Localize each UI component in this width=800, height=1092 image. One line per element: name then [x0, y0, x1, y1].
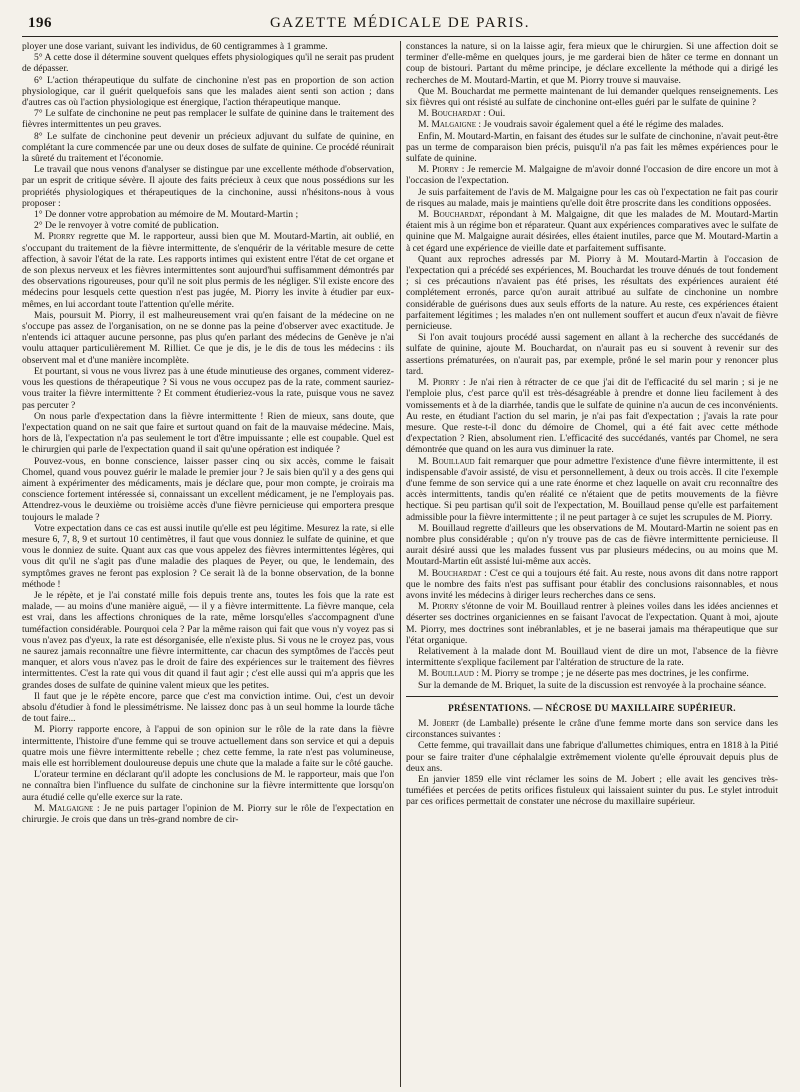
paragraph-text: Cette femme, qui travaillait dans une fabrique d'allumettes chimiques, entra en 1818 à la Pitié pour se faire traiter d'une céphalalgie extrêmement violente qu'elle éprouvait depuis plus de deux ans.	[406, 740, 778, 774]
paragraph-text: Je le répète, et je l'ai constaté mille fois depuis trente ans, toutes les fois que la rate est malade, — au moins d'une manière aiguë, — il y a fièvre intermittente. La fièvre manque, cela est vrai, dans les affections chroniques de la rate, même lorsqu'elles s'accompagnent d'une tuméfaction considérable. Pourquoi cela ? Par la même raison qui fait que vous n'y voyez pas si vous n'avez pas d'yeux, la rate est désorganisée, elle n'existe plus. Si vous ne le croyez pas, vous ne saurez jamais reconnaître une fièvre intermittente, car chacun des symptômes de l'accès peut manquer, et alors vous n'avez pas le droit de faire des expériences sur le traitement des fièvres intermittentes. C'est la rate qui vous dit quand il faut agir ; c'est elle aussi qui m'a appris que les grandes doses de sulfate de quinine valent mieux que les petites.	[22, 589, 394, 691]
paragraph	[22, 310, 394, 366]
page-number: 196	[28, 15, 52, 31]
paragraph	[22, 769, 394, 803]
paragraph	[406, 601, 778, 646]
paragraph	[406, 131, 778, 165]
paragraph-text: Pouvez-vous, en bonne conscience, laisser passer cinq ou six accès, comme le faisait Chomel, quand vous pouvez guérir le malade le premier jour ? Je sais bien qu'il y a des gens qui aiment à expérimenter des médicaments, mais je déclare que, pour mon compte, je croirais ma conscience fortement intéressée si, connaissant un excellent médicament, je ne l'employais pas. Attendrez-vous le deuxième ou troisième accès d'une fièvre pernicieuse qui emportera presque toujours le malade ?	[22, 455, 394, 523]
paragraph	[406, 523, 778, 568]
speaker-name: M. Malgaigne	[418, 119, 477, 131]
paragraph	[406, 740, 778, 774]
paragraph-text: Que M. Bouchardat me permette maintenant de lui demander quelques renseignements. Les six fièvres qui ont résisté au sulfate de cinchonine ont-elles guéri par le sulfate de quinine ?	[406, 85, 778, 109]
right-column	[406, 41, 778, 1087]
paragraph-text: , répondant à M. Malgaigne, dit que les malades de M. Moutard-Martin étaient mis à un régime bon et réparateur. Quant aux expériences comparatives avec le sulfate de quinine que M. Malgaigne aurait désirées, elles étaient inutiles, parce que M. Moutard-Martin a à cet égard une expérience de vieille date et parfaitement suffisante.	[406, 209, 778, 254]
speaker-name: M. Piorry	[418, 601, 459, 613]
paragraph	[22, 456, 394, 523]
paragraph	[406, 668, 778, 679]
paragraph-text: M. Piorry rapporte encore, à l'appui de son opinion sur le rôle de la rate dans la fièvre intermittente, l'histoire d'une femme qui se trouve actuellement dans son service et qui a depuis quatre mois une fièvre intermittente rebelle ; chez cette femme, la rate n'est pas volumineuse, mais elle est horriblement douloureuse depuis une chute que la malade a faite sur le côté gauche.	[22, 724, 394, 769]
paragraph-text: En janvier 1859 elle vint réclamer les soins de M. Jobert ; elle avait les gencives très-tuméfiées et percées de petits orifices fistuleux qui laissaient suinter du pus. Le stylet introduit par ces orifices permettait de constater une nécrose du maxillaire supérieur.	[406, 774, 778, 808]
paragraph-text: : Je ne puis partager l'opinion de M. Piorry sur le rôle de l'expectation en chirurgie. Je crois que dans un très-grand nombre de cir-	[22, 802, 394, 826]
paragraph-text: : Je voudrais savoir également quel a été le régime des malades.	[476, 119, 724, 131]
paragraph	[22, 209, 394, 220]
paragraph	[406, 568, 778, 602]
paragraph	[22, 220, 394, 231]
section-rule	[406, 696, 778, 697]
paragraph-text: : C'est ce qui a toujours été fait. Au reste, nous avons dit dans notre rapport que le nombre des faits n'est pas suffisant pour établir des conclusions raisonnables, et nous avons invité les médecins à diriger leurs recherches dans ce sens.	[406, 567, 778, 601]
paragraph-text: 6° L'action thérapeutique du sulfate de cinchonine n'est pas en proportion de son action physiologique, car il guérit quelquefois sans que les malades aient senti son action ; dans d'autres cas où l'action physiologique est énergique, l'action thérapeutique manque.	[22, 74, 394, 109]
paragraph-text: : M. Piorry se trompe ; je ne déserte pas mes doctrines, je les confirme.	[473, 668, 749, 680]
paragraph	[406, 164, 778, 186]
paragraph-text: : Je n'ai rien à rétracter de ce que j'ai dit de l'efficacité du sel marin ; si je ne l'emploie plus, c'est parce qu'il est très-désagréable à prendre et donne lieu facilement à des vomissements et à de la diarrhée, tandis que le sulfate de quinine n'a aucun de ces inconvénients. Au reste, en étudiant l'action du sel marin, je n'ai pas fait d'expectation ; j'avais la rate pour mesure. Que reste-t-il donc du démoire de Chomel, qui a été fait avec cette méthode d'expectation ? Rien, absolument rien. L'efficacité des succédanés, vantés par Chomel, ne sera démontrée que quand on les aura vus diminuer la rate.	[406, 377, 778, 456]
paragraph	[22, 724, 394, 769]
paragraph	[406, 86, 778, 108]
paragraph-text: 2° De le renvoyer à votre comité de publication.	[34, 220, 219, 232]
paragraph-text: Si l'on avait toujours procédé aussi sagement en allant à la recherche des succédanés de sulfate de quinine, ajoute M. Bouchardat, on n'aurait pas eu si souvent à revenir sur des assertions prématurées, on n'aurait pas, par exemple, prôné le sel marin pour y renoncer plus tard.	[406, 332, 778, 377]
paragraph	[406, 119, 778, 130]
paragraph	[406, 108, 778, 119]
speaker-name: M. Piorry	[34, 231, 76, 243]
paragraph-text: On nous parle d'expectation dans la fièvre intermittente ! Rien de mieux, sans doute, que l'expectation quand on ne sait que faire et surtout quand on fait de la mauvaise médecine. Mais, hors de là, l'expectation n'a pas seulement le tort d'être impuissante ; elle est coupable. Quel est le chirurgien qui parle de l'expectation quand il sait qu'une opération est indiquée ?	[22, 410, 394, 456]
paragraph	[22, 52, 394, 74]
paragraph-text: ployer une dose variant, suivant les individus, de 60 centigrammes à 1 gramme.	[22, 41, 328, 52]
column-divider	[400, 41, 401, 1087]
paragraph	[406, 254, 778, 332]
paragraph-text: 8° Le sulfate de cinchonine peut devenir un précieux adjuvant du sulfate de quinine, en complétant la cure commencée par une ou deux doses de sulfate de quinine. Ce procédé réunirait la sûreté du traitement et l'économie.	[22, 130, 394, 165]
journal-title: GAZETTE MÉDICALE DE PARIS.	[269, 15, 531, 31]
left-column	[22, 41, 394, 1087]
paragraph	[406, 680, 778, 691]
paragraph	[22, 75, 394, 109]
speaker-name: M. Bouillaud	[418, 668, 474, 680]
paragraph	[22, 131, 394, 165]
paragraph	[406, 187, 778, 209]
paragraph	[22, 41, 394, 52]
paragraph-text: Et pourtant, si vous ne vous livrez pas à une étude minutieuse des organes, comment viderez-vous les questions de thérapeutique ? Si vous ne vous occupez pas de la rate, comment sauriez-vous traiter la fièvre intermittente ? Et comment étudieriez-vous la rate, puisque vous ne savez pas percuter ?	[22, 365, 394, 411]
speaker-name: M. Bouillaud	[418, 455, 475, 467]
paragraph-text: regrette que M. le rapporteur, aussi bien que M. Moutard-Martin, ait oublié, en s'occupant du traitement de la fièvre intermittente, de s'enquérir de la véritable mesure de cette affection, à savoir l'état de la rate. Les rapports intimes qui existent entre l'état de cet organe et de son plexus nerveux et les fièvres intermittentes sont aujourd'hui suffisamment démontrés par des observations rigoureuses, pour qu'il ne soit plus permis de les négliger. S'il existe encore des médecins pour lesquels cette question n'est pas jugée, M. Piorry les invite à étudier par eux-mêmes, en lui accordant toute l'attention qu'elle mérite.	[22, 231, 394, 310]
paragraph-text: Mais, poursuit M. Piorry, il est malheureusement vrai qu'en faisant de la médecine on ne s'occupe pas assez de l'organisation, on ne se donne pas la peine d'observer avec exactitude. Je n'entends ici attaquer aucune personne, pas plus qu'en parlant des médecins de Genève je n'ai voulu attaquer particulièrement M. Rilliet. Ce que je dis, je le dis de tous les médecins : ils observent mal et d'une manière incomplète.	[22, 309, 394, 366]
paragraph	[406, 332, 778, 377]
paragraph-text: 5° A cette dose il détermine souvent quelques effets physiologiques qu'il ne serait pas prudent de dépasser.	[22, 52, 394, 75]
speaker-name: M. Piorry	[418, 377, 460, 389]
paragraph-text: (de Lamballe) présente le crâne d'une femme morte dans son service dans les circonstances suivantes :	[406, 717, 778, 741]
paragraph-text: Il faut que je le répète encore, parce que c'est ma conviction intime. Oui, c'est un devoir absolu d'étudier à fond le plessimétrisme. Ne laissez donc pas à un seul homme la lourde tâche de tout faire...	[22, 690, 394, 725]
paragraph-text: constances la nature, si on la laisse agir, fera mieux que le chirurgien. Si une affection doit se terminer d'elle-même en quelques jours, je me garderai bien de hâter ce terme en donnant un coup de bistouri. Partant du même principe, je déclare excellente la méthode qui a dirigé les recherches de M. Moutard-Martin, et que M. Piorry trouve si mauvaise.	[406, 41, 778, 86]
paragraph-text: M. Bouillaud regrette d'ailleurs que les observations de M. Moutard-Martin ne soient pas en nombre plus considérable ; qu'on n'y trouve pas de cas de fièvre intermittente pernicieuse. Il aurait désiré aussi que les malades fussent vus par plusieurs médecins, ou au moins que M. Moutard-Martin eût assisté lui-même aux accès.	[406, 522, 778, 568]
paragraph-text: Sur la demande de M. Briquet, la suite de la discussion est renvoyée à la prochaine séance.	[418, 679, 767, 691]
paragraph-text: L'orateur termine en déclarant qu'il adopte les conclusions de M. le rapporteur, mais que l'on ne connaîtra bien l'influence du sulfate de cinchonine sur la fièvre intermittente que lorsqu'on aura étudié celle qu'elle exerce sur la rate.	[22, 769, 394, 803]
paragraph	[406, 646, 778, 668]
paragraph	[406, 377, 778, 455]
paragraph-text: Je suis parfaitement de l'avis de M. Malgaigne pour les cas où l'expectation ne fait pas courir de risques au malade, mais je maintiens qu'elle doit être proscrite dans les conditions opposées.	[406, 186, 778, 209]
speaker-name: M. Malgaigne	[34, 802, 94, 814]
paragraph	[22, 691, 394, 725]
paragraph	[22, 108, 394, 130]
paragraph	[22, 803, 394, 825]
paragraph-text: fait remarquer que pour admettre l'existence d'une fièvre intermittente, il est indispensable d'avoir assisté, de visu et personnellement, à deux ou trois accès. Il cite l'exemple d'une femme de son service qui a une rate énorme et chez laquelle on avait cru reconnaître des accès intermittents, tandis qu'en réalité ce n'étaient que de petits mouvements de la fièvre hectique. Si peu partisan qu'il soit de l'expectation, M. Bouillaud pense qu'elle est parfaitement admissible pour la fièvre intermittente ; il ne peut partager à ce sujet les scrupules de M. Piorry.	[406, 455, 778, 523]
paragraph	[406, 718, 778, 740]
page-header	[22, 14, 778, 37]
speaker-name: M. Piorry	[418, 164, 459, 176]
paragraph	[406, 209, 778, 254]
paragraph	[406, 774, 778, 808]
section-heading: PRÉSENTATIONS. — NÉCROSE DU MAXILLAIRE SUPÉRIEUR.	[448, 702, 736, 713]
paragraph-text: Quant aux reproches adressés par M. Piorry à M. Moutard-Martin à l'occasion de l'expectation qui a précédé ses expériences, M. Bouchardat les trouve dénués de tout fondement ; si ces précautions n'avaient pas été prises, les résultats des expériences auraient été complétement erronés, parce qu'on aurait attribué au sulfate de cinchonine un nombre considérable de guérisons dues aux seuls efforts de la nature. Au reste, ces expériences étaient parfaitement légitimes ; les malades n'en ont nullement souffert et aucun d'eux n'avait de fièvre pernicieuse.	[406, 253, 778, 333]
columns	[22, 41, 778, 1087]
paragraph-text: Votre expectation dans ce cas est aussi inutile qu'elle est peu légitime. Mesurez la rate, si elle mesure 6, 7, 8, 9 et surtout 10 centimètres, il faut que vous donniez le sulfate de quinine, et que vous le donniez de suite. Quant aux cas que vous appelez des fièvres intermittentes légères, qui vous dit qu'il ne s'agit pas d'une maladie des plaques de Peyer, ou que, le lendemain, des symptômes graves ne feront pas explosion ? Ce serait là de la bonne observation, de la bonne méthode !	[22, 522, 394, 590]
speaker-name: M. Jobert	[418, 717, 460, 729]
paragraph-text: 1° De donner votre approbation au mémoire de M. Moutard-Martin ;	[34, 209, 299, 221]
paragraph	[22, 590, 394, 691]
speaker-name: M. Bouchardat	[418, 567, 482, 579]
paragraph	[22, 523, 394, 590]
paragraph-text: Relativement à la malade dont M. Bouillaud vient de dire un mot, l'absence de la fièvre intermittente s'explique facilement par l'altération de structure de la rate.	[406, 645, 778, 669]
paragraph-text: Le travail que nous venons d'analyser se distingue par une excellente méthode d'observation, par un esprit de critique sévère. Il ajoute des faits précieux à ceux que nous possédions sur les propriétés physiologiques et thérapeutiques de la cinchonine, aussi n'hésitons-nous à vous proposer :	[22, 164, 394, 209]
paragraph	[406, 41, 778, 86]
speaker-name: M. Bouchardat	[418, 209, 483, 221]
paragraph-text: : Oui.	[480, 108, 506, 120]
paragraph-text: : Je remercie M. Malgaigne de m'avoir donné l'occasion de dire encore un mot à l'occasion de l'expectation.	[406, 164, 778, 187]
paragraph-text: s'étonne de voir M. Bouillaud rentrer à pleines voiles dans les idées anciennes et déserter ses doctrines organiciennes en se faisant l'avocat de l'expectation. Quant à moi, ajoute M. Piorry, mes doctrines sont inébranlables, et je ne baserai jamais ma thérapeutique que sur l'état organique.	[406, 601, 778, 646]
paragraph	[22, 366, 394, 411]
paragraph	[22, 411, 394, 456]
paragraph-text: 7° Le sulfate de cinchonine ne peut pas remplacer le sulfate de quinine dans le traitement des fièvres intermittentes un peu graves.	[22, 108, 394, 131]
paragraph	[22, 164, 394, 209]
paragraph	[406, 456, 778, 523]
paragraph-text: Enfin, M. Moutard-Martin, en faisant des études sur le sulfate de cinchonine, n'avait peut-être pas un terme de comparaison bien précis, puisqu'il n'a pas fait les mêmes expériences pour le sulfate de quinine.	[406, 130, 778, 165]
speaker-name: M. Bouchardat	[418, 108, 481, 120]
paragraph	[22, 231, 394, 309]
